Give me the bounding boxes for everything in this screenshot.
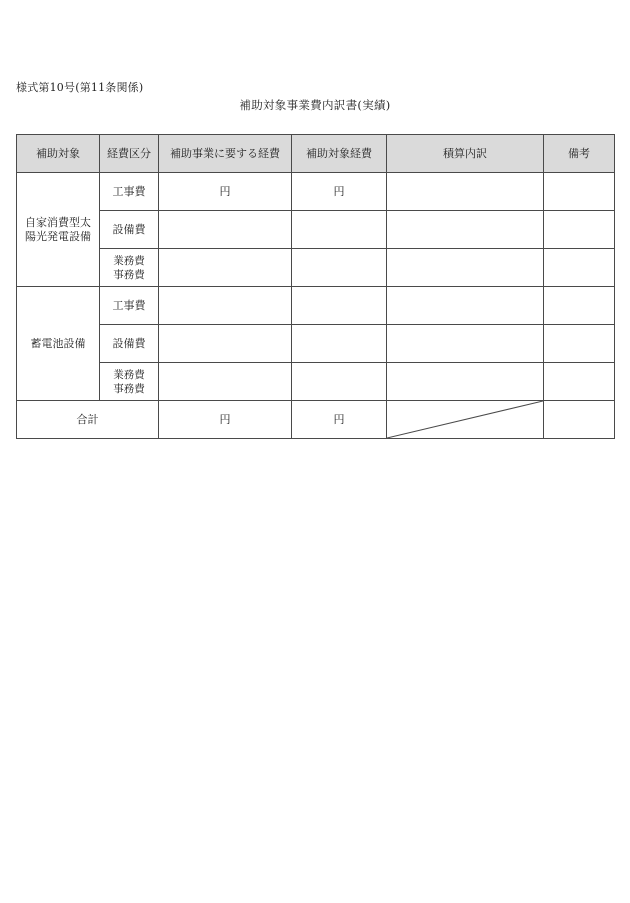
- table-row: [17, 287, 615, 325]
- remarks-cell[interactable]: [544, 287, 615, 325]
- category-line-2: 事務費: [113, 382, 145, 395]
- eligible-cell[interactable]: [292, 211, 387, 249]
- category-line-2: 事務費: [113, 268, 145, 281]
- category-cell: 工事費: [100, 173, 159, 211]
- expense-cell[interactable]: [159, 363, 292, 401]
- eligible-cell[interactable]: [292, 249, 387, 287]
- remarks-cell[interactable]: [544, 173, 615, 211]
- expense-cell[interactable]: 円: [159, 173, 292, 211]
- total-remarks-cell[interactable]: [544, 401, 615, 439]
- eligible-cell[interactable]: [292, 325, 387, 363]
- breakdown-cell[interactable]: [387, 287, 544, 325]
- table-row: [17, 363, 615, 401]
- target-line-2: 陽光発電設備: [25, 229, 91, 243]
- breakdown-cell[interactable]: [387, 211, 544, 249]
- expense-cell[interactable]: [159, 325, 292, 363]
- total-row: [17, 401, 615, 439]
- diagonal-line: [387, 401, 543, 438]
- breakdown-cell[interactable]: [387, 173, 544, 211]
- category-cell-business-office: [100, 249, 159, 287]
- table-row: [17, 249, 615, 287]
- table-row: [17, 325, 615, 363]
- category-cell: 設備費: [100, 211, 159, 249]
- target-cell-battery: 蓄電池設備: [17, 287, 100, 401]
- total-label: 合計: [17, 401, 159, 439]
- eligible-cell[interactable]: 円: [292, 173, 387, 211]
- header-row: [17, 135, 615, 173]
- column-header-expense: 補助事業に要する経費: [159, 135, 292, 173]
- remarks-cell[interactable]: [544, 363, 615, 401]
- expense-cell[interactable]: [159, 249, 292, 287]
- breakdown-cell[interactable]: [387, 363, 544, 401]
- table-row: [17, 211, 615, 249]
- column-header-remarks: 備考: [544, 135, 615, 173]
- eligible-cell[interactable]: [292, 287, 387, 325]
- category-cell-business-office: [100, 363, 159, 401]
- expense-cell[interactable]: [159, 287, 292, 325]
- category-line-1: 業務費: [113, 254, 145, 267]
- table-row: [17, 173, 615, 211]
- budget-table: [16, 134, 615, 439]
- target-line-1: 自家消費型太: [25, 215, 91, 229]
- document-title: 補助対象事業費内訳書(実績): [239, 98, 391, 112]
- remarks-cell[interactable]: [544, 325, 615, 363]
- column-header-target: 補助対象: [17, 135, 100, 173]
- diagonal-strike-cell: [387, 401, 544, 439]
- remarks-cell[interactable]: [544, 211, 615, 249]
- total-expense-cell[interactable]: 円: [159, 401, 292, 439]
- eligible-cell[interactable]: [292, 363, 387, 401]
- remarks-cell[interactable]: [544, 249, 615, 287]
- category-cell: 設備費: [100, 325, 159, 363]
- breakdown-cell[interactable]: [387, 325, 544, 363]
- breakdown-cell[interactable]: [387, 249, 544, 287]
- budget-table-wrapper: [16, 134, 614, 439]
- category-line-1: 業務費: [113, 368, 145, 381]
- category-cell: 工事費: [100, 287, 159, 325]
- target-cell-solar: [17, 173, 100, 287]
- column-header-category: 経費区分: [100, 135, 159, 173]
- total-eligible-cell[interactable]: 円: [292, 401, 387, 439]
- expense-cell[interactable]: [159, 211, 292, 249]
- column-header-eligible: 補助対象経費: [292, 135, 387, 173]
- form-number: 様式第10号(第11条関係): [16, 81, 144, 94]
- column-header-breakdown: 積算内訳: [387, 135, 544, 173]
